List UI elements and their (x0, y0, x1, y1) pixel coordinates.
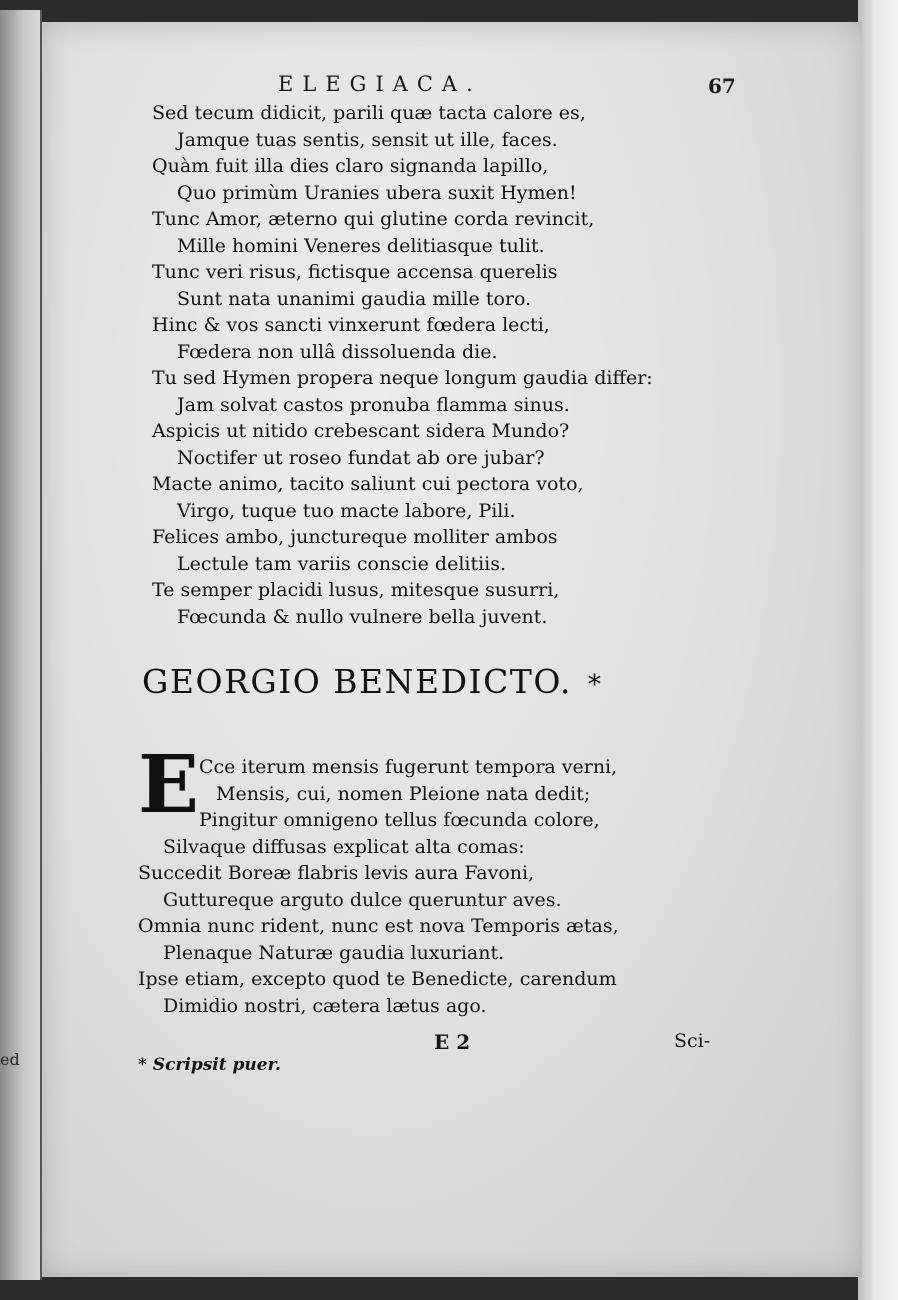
drop-cap: E (138, 737, 199, 831)
verse-line: Ipse etiam, excepto quod te Benedicte, carendum (138, 968, 617, 990)
catchword: Sci- (674, 1030, 711, 1052)
facing-page-text: ed (0, 1050, 20, 1069)
footnote: * Scripsit puer. (138, 1055, 281, 1075)
poem-elegy-continuation (152, 100, 752, 630)
verse-line: Tu sed Hymen propera neque longum gaudia differ: (152, 367, 653, 389)
page-stack-edge (858, 0, 898, 1300)
verse-line: Omnia nunc rident, nunc est nova Temporis ætas, (138, 915, 619, 937)
verse-line: Dimidio nostri, cætera lætus ago. (163, 994, 487, 1017)
verse-line: Cce iterum mensis fugerunt tempora verni, (199, 756, 618, 778)
running-head: ELEGIACA. (278, 72, 482, 96)
verse-line: Aspicis ut nitido crebescant sidera Mundo? (152, 420, 570, 442)
verse-line: Succedit Boreæ flabris levis aura Favoni, (138, 862, 535, 884)
verse-line: Fœcunda & nullo vulnere bella juvent. (177, 605, 548, 628)
verse-line: Guttureque arguto dulce queruntur aves. (163, 888, 562, 911)
verse-line: Te semper placidi lusus, mitesque susurri, (152, 579, 560, 601)
verse-line: Quo primùm Uranies ubera suxit Hymen! (177, 181, 577, 204)
verse-line: Tunc Amor, æterno qui glutine corda revincit, (152, 208, 595, 230)
signature-mark: E 2 (434, 1030, 471, 1054)
verse-line: Jam solvat castos pronuba flamma sinus. (177, 393, 570, 416)
verse-line: Silvaque diffusas explicat alta comas: (163, 835, 525, 858)
verse-line: Sunt nata unanimi gaudia mille toro. (177, 287, 532, 310)
poem-georgio-benedicto (138, 834, 778, 1020)
verse-line: Quàm fuit illa dies claro signanda lapillo, (152, 155, 549, 177)
verse-line: Jamque tuas sentis, sensit ut ille, faces. (177, 128, 558, 151)
verse-line: Mille homini Veneres delitiasque tulit. (177, 234, 545, 257)
verse-line: Plenaque Naturæ gaudia luxuriant. (163, 941, 505, 964)
poem-opening-lines (199, 754, 759, 834)
verse-line: Felices ambo, junctureque molliter ambos (152, 526, 558, 548)
verse-line: Pingitur omnigeno tellus fœcunda colore, (199, 809, 600, 831)
page-number: 67 (708, 74, 736, 98)
verse-line: Sed tecum didicit, parili quæ tacta calore es, (152, 102, 586, 124)
verse-line: Virgo, tuque tuo macte labore, Pili. (177, 499, 516, 522)
verse-line: Tunc veri risus, fictisque accensa querelis (152, 261, 558, 283)
verse-line: Hinc & vos sancti vinxerunt fœdera lecti, (152, 314, 550, 336)
facing-page-edge (0, 10, 42, 1280)
verse-line: Mensis, cui, nomen Pleione nata dedit; (216, 782, 591, 805)
footnote-marker: * (587, 670, 603, 700)
verse-line: Macte animo, tacito saliunt cui pectora voto, (152, 473, 584, 495)
verse-line: Fœdera non ullâ dissoluenda die. (177, 340, 498, 363)
verse-line: Noctifer ut roseo fundat ab ore jubar? (177, 446, 545, 469)
poem-heading-title: GEORGIO BENEDICTO. (142, 662, 572, 701)
poem-heading (142, 662, 602, 701)
verse-line: Lectule tam variis conscie delitiis. (177, 552, 507, 575)
book-page (42, 22, 862, 1277)
